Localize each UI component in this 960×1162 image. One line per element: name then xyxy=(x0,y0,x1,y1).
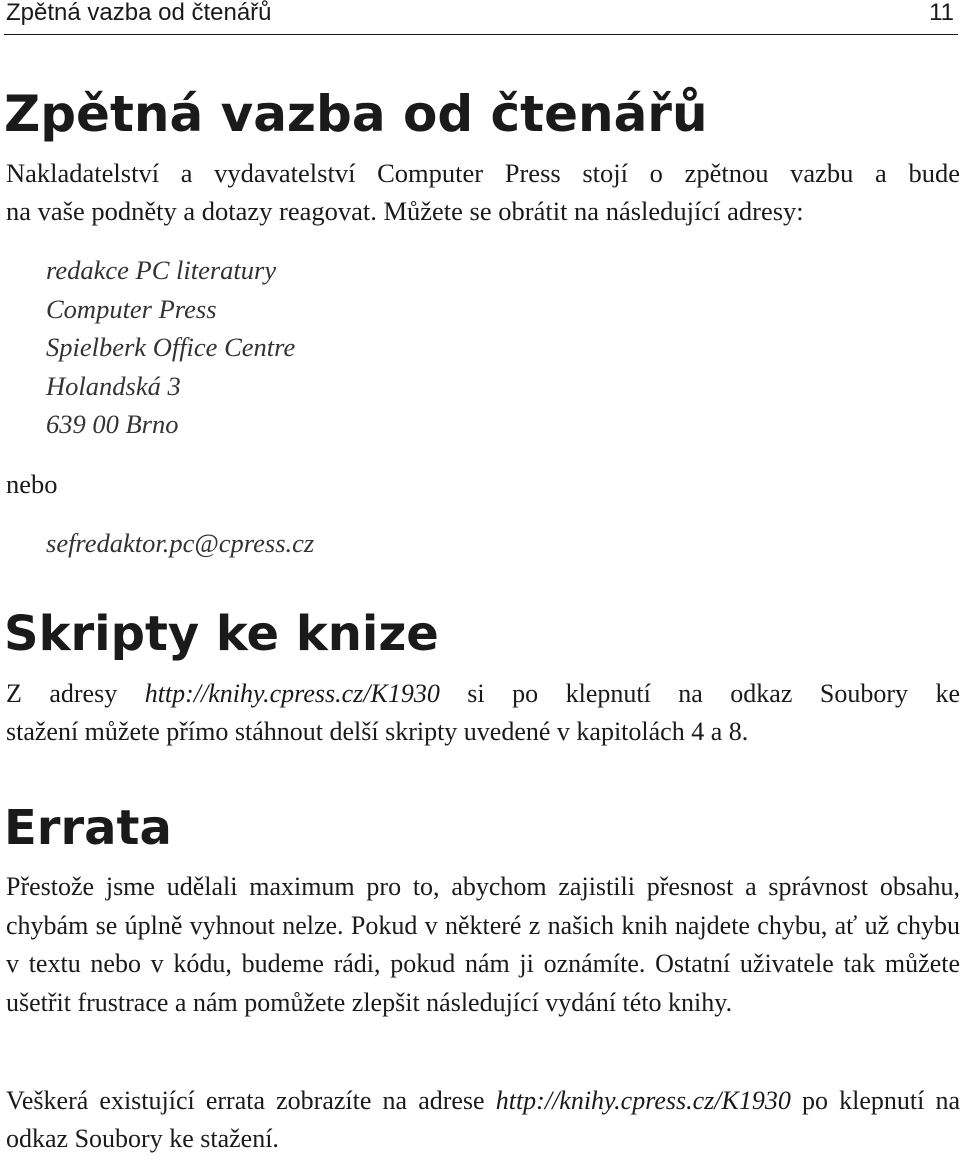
contact-email[interactable]: sefredaktor.pc@cpress.cz xyxy=(46,528,315,558)
address-line: 639 00 Brno xyxy=(46,409,179,439)
feedback-heading: Zpětná vazba od čtenářů xyxy=(4,85,708,143)
address-line: Computer Press xyxy=(46,293,217,324)
address-line: Spielberk Office Centre xyxy=(46,332,296,362)
address-line: Holandská 3 xyxy=(46,370,181,401)
errata-paragraph-2-suffix: po klepnutí na odkaz Soubory ke stažení. xyxy=(6,1086,960,1153)
scripts-line-1-suffix: si po klepnutí na odkaz Soubory ke xyxy=(439,679,960,708)
or-label: nebo xyxy=(6,469,58,499)
intro-line-2: na vaše podněty a dotazy reagovat. Můžete se obrátit na následující adresy: xyxy=(6,196,804,226)
page-number: 11 xyxy=(929,0,954,26)
scripts-heading: Skripty ke knize xyxy=(4,606,439,662)
scripts-url-link[interactable]: http://knihy.cpress.cz/K1930 xyxy=(144,679,440,708)
address-line: redakce PC literatury xyxy=(46,255,277,285)
errata-paragraph-1: Přestože jsme udělali maximum pro to, abychom zajistili přesnost a správnost obsahu, chybám se úplně vyhnout nelze. Pokud v některé z našich knih najdete chybu, ať už chybu v textu nebo v kódu, budeme rádi, pokud nám ji oznámíte. Ostatní uživatele tak můžete ušetřit frustrace a nám pomůžete zlepšit následující vydání této knihy. xyxy=(6,872,960,1017)
scripts-line-1-prefix: Z adresy xyxy=(6,679,145,708)
postal-address xyxy=(46,251,295,444)
intro-line-1: Nakladatelství a vydavatelství Computer Press stojí o zpětnou vazbu a bude xyxy=(6,158,960,188)
errata-heading: Errata xyxy=(4,800,172,856)
scripts-line-2: stažení můžete přímo stáhnout delší skripty uvedené v kapitolách 4 a 8. xyxy=(6,717,749,746)
running-head xyxy=(4,0,958,35)
scripts-line-1 xyxy=(6,675,960,713)
running-head-title: Zpětná vazba od čtenářů xyxy=(6,0,272,26)
scripts-paragraph xyxy=(6,675,960,751)
errata-url-link[interactable]: http://knihy.cpress.cz/K1930 xyxy=(495,1086,791,1115)
errata-paragraph-2 xyxy=(6,1082,960,1158)
feedback-intro-paragraph xyxy=(6,154,960,230)
errata-paragraph-2-prefix: Veškerá existující errata zobrazíte na adrese xyxy=(6,1086,496,1115)
